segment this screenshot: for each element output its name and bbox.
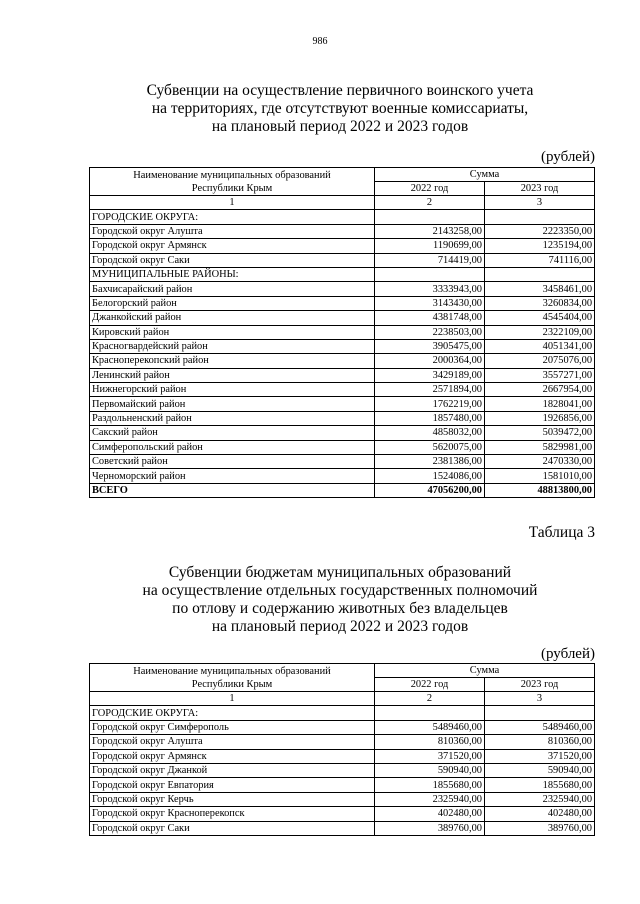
column-number-row <box>90 692 595 706</box>
header-year-2023: 2023 год <box>485 182 595 196</box>
title-line: на плановый период 2022 и 2023 годов <box>211 618 469 635</box>
amount-2023: 3458461,00 <box>485 282 595 296</box>
amount-2023: 1926856,00 <box>485 411 595 425</box>
header-row <box>90 168 595 182</box>
header-name-cell <box>90 664 375 692</box>
amount-2022: 1190699,00 <box>375 239 485 253</box>
empty-cell <box>375 210 485 224</box>
table-row <box>90 339 595 353</box>
table-row <box>90 253 595 267</box>
total-2023: 48813800,00 <box>485 483 595 497</box>
amount-2022: 1857480,00 <box>375 411 485 425</box>
municipality-name: Городской округ Алушта <box>90 224 375 238</box>
header-sum: Сумма <box>375 664 595 678</box>
table-row <box>90 411 595 425</box>
table-row <box>90 469 595 483</box>
column-number: 2 <box>375 692 485 706</box>
amount-2023: 4051341,00 <box>485 339 595 353</box>
group-header-row <box>90 706 595 720</box>
amount-2023: 402480,00 <box>485 807 595 821</box>
municipality-name: Городской округ Алушта <box>90 735 375 749</box>
table-row <box>90 224 595 238</box>
municipality-name: Бахчисарайский район <box>90 282 375 296</box>
group-header-row <box>90 267 595 281</box>
table-row <box>90 455 595 469</box>
column-number: 3 <box>485 692 595 706</box>
amount-2023: 1855680,00 <box>485 778 595 792</box>
municipality-name: Ленинский район <box>90 368 375 382</box>
amount-2023: 2325940,00 <box>485 792 595 806</box>
amount-2022: 2325940,00 <box>375 792 485 806</box>
title-line: на плановый период 2022 и 2023 годов <box>211 118 469 135</box>
municipality-name: Городской округ Армянск <box>90 239 375 253</box>
group-label: МУНИЦИПАЛЬНЫЕ РАЙОНЫ: <box>90 267 375 281</box>
table-row <box>90 282 595 296</box>
total-label: ВСЕГО <box>90 483 375 497</box>
amount-2023: 5829981,00 <box>485 440 595 454</box>
header-sum: Сумма <box>375 168 595 182</box>
amount-2022: 5489460,00 <box>375 720 485 734</box>
table-label: Таблица 3 <box>528 524 595 541</box>
title-line: Субвенции бюджетам муниципальных образований <box>168 564 512 581</box>
amount-2022: 2000364,00 <box>375 354 485 368</box>
header-name-line1: Наименование муниципальных образований <box>133 169 331 181</box>
amount-2023: 389760,00 <box>485 821 595 835</box>
municipality-name: Городской округ Саки <box>90 821 375 835</box>
amount-2023: 1235194,00 <box>485 239 595 253</box>
group-label: ГОРОДСКИЕ ОКРУГА: <box>90 706 375 720</box>
subvention-table-animals <box>89 663 595 836</box>
column-number: 1 <box>90 692 375 706</box>
amount-2023: 5489460,00 <box>485 720 595 734</box>
amount-2022: 2238503,00 <box>375 325 485 339</box>
amount-2022: 389760,00 <box>375 821 485 835</box>
municipality-name: Симферопольский район <box>90 440 375 454</box>
amount-2023: 4545404,00 <box>485 311 595 325</box>
table3-title <box>80 564 600 636</box>
municipality-name: Городской округ Керчь <box>90 792 375 806</box>
table-row <box>90 763 595 777</box>
municipality-name: Сакский район <box>90 426 375 440</box>
table-row <box>90 426 595 440</box>
amount-2023: 1828041,00 <box>485 397 595 411</box>
amount-2022: 810360,00 <box>375 735 485 749</box>
header-year-2022: 2022 год <box>375 678 485 692</box>
header-name-line1: Наименование муниципальных образований <box>133 665 331 677</box>
municipality-name: Городской округ Евпатория <box>90 778 375 792</box>
amount-2023: 2667954,00 <box>485 383 595 397</box>
amount-2023: 3557271,00 <box>485 368 595 382</box>
table2-title <box>80 82 600 136</box>
municipality-name: Раздольненский район <box>90 411 375 425</box>
amount-2022: 3333943,00 <box>375 282 485 296</box>
amount-2022: 3143430,00 <box>375 296 485 310</box>
header-name-cell <box>90 168 375 196</box>
total-2022: 47056200,00 <box>375 483 485 497</box>
amount-2023: 3260834,00 <box>485 296 595 310</box>
table-row <box>90 807 595 821</box>
table-row <box>90 383 595 397</box>
amount-2023: 5039472,00 <box>485 426 595 440</box>
municipality-name: Нижнегорский район <box>90 383 375 397</box>
amount-2022: 1762219,00 <box>375 397 485 411</box>
table-row <box>90 440 595 454</box>
title-line: на осуществление отдельных государственных полномочий <box>142 582 538 599</box>
amount-2022: 3429189,00 <box>375 368 485 382</box>
amount-2022: 4381748,00 <box>375 311 485 325</box>
column-number: 3 <box>485 196 595 210</box>
empty-cell <box>375 267 485 281</box>
column-number-row <box>90 196 595 210</box>
table-row <box>90 749 595 763</box>
amount-2022: 4858032,00 <box>375 426 485 440</box>
table-row <box>90 368 595 382</box>
table-row <box>90 311 595 325</box>
empty-cell <box>485 706 595 720</box>
table-row <box>90 720 595 734</box>
page-number: 986 <box>312 36 328 47</box>
column-number: 2 <box>375 196 485 210</box>
table-row <box>90 239 595 253</box>
title-line: Субвенции на осуществление первичного воинского учета <box>146 82 534 99</box>
table-row <box>90 296 595 310</box>
amount-2022: 1524086,00 <box>375 469 485 483</box>
municipality-name: Городской округ Армянск <box>90 749 375 763</box>
municipality-name: Красногвардейский район <box>90 339 375 353</box>
header-year-2022: 2022 год <box>375 182 485 196</box>
header-year-2023: 2023 год <box>485 678 595 692</box>
table-row <box>90 325 595 339</box>
subvention-table-military <box>89 167 595 498</box>
header-name-line2: Республики Крым <box>191 182 273 194</box>
table-row <box>90 735 595 749</box>
group-label: ГОРОДСКИЕ ОКРУГА: <box>90 210 375 224</box>
header-name-line2: Республики Крым <box>191 678 273 690</box>
title-line: по отлову и содержанию животных без владельцев <box>172 600 508 617</box>
title-line: на территориях, где отсутствуют военные комиссариаты, <box>151 100 529 117</box>
table-row <box>90 354 595 368</box>
amount-2022: 5620075,00 <box>375 440 485 454</box>
amount-2022: 371520,00 <box>375 749 485 763</box>
amount-2023: 2075076,00 <box>485 354 595 368</box>
amount-2022: 2571894,00 <box>375 383 485 397</box>
amount-2023: 2223350,00 <box>485 224 595 238</box>
unit-label: (рублей) <box>540 646 595 662</box>
amount-2023: 2470330,00 <box>485 455 595 469</box>
amount-2022: 1855680,00 <box>375 778 485 792</box>
amount-2023: 810360,00 <box>485 735 595 749</box>
amount-2022: 402480,00 <box>375 807 485 821</box>
amount-2023: 741116,00 <box>485 253 595 267</box>
group-header-row <box>90 210 595 224</box>
table-row <box>90 397 595 411</box>
amount-2022: 590940,00 <box>375 763 485 777</box>
unit-label: (рублей) <box>540 149 595 165</box>
municipality-name: Красноперекопский район <box>90 354 375 368</box>
amount-2023: 1581010,00 <box>485 469 595 483</box>
empty-cell <box>485 267 595 281</box>
municipality-name: Первомайский район <box>90 397 375 411</box>
table-row <box>90 821 595 835</box>
municipality-name: Черноморский район <box>90 469 375 483</box>
amount-2022: 2381386,00 <box>375 455 485 469</box>
municipality-name: Белогорский район <box>90 296 375 310</box>
municipality-name: Джанкойский район <box>90 311 375 325</box>
column-number: 1 <box>90 196 375 210</box>
amount-2023: 2322109,00 <box>485 325 595 339</box>
empty-cell <box>375 706 485 720</box>
header-row <box>90 664 595 678</box>
municipality-name: Городской округ Красноперекопск <box>90 807 375 821</box>
municipality-name: Городской округ Джанкой <box>90 763 375 777</box>
municipality-name: Советский район <box>90 455 375 469</box>
amount-2022: 2143258,00 <box>375 224 485 238</box>
municipality-name: Городской округ Саки <box>90 253 375 267</box>
municipality-name: Городской округ Симферополь <box>90 720 375 734</box>
amount-2023: 371520,00 <box>485 749 595 763</box>
total-row <box>90 483 595 497</box>
amount-2022: 714419,00 <box>375 253 485 267</box>
empty-cell <box>485 210 595 224</box>
table-row <box>90 778 595 792</box>
amount-2022: 3905475,00 <box>375 339 485 353</box>
amount-2023: 590940,00 <box>485 763 595 777</box>
municipality-name: Кировский район <box>90 325 375 339</box>
table-row <box>90 792 595 806</box>
